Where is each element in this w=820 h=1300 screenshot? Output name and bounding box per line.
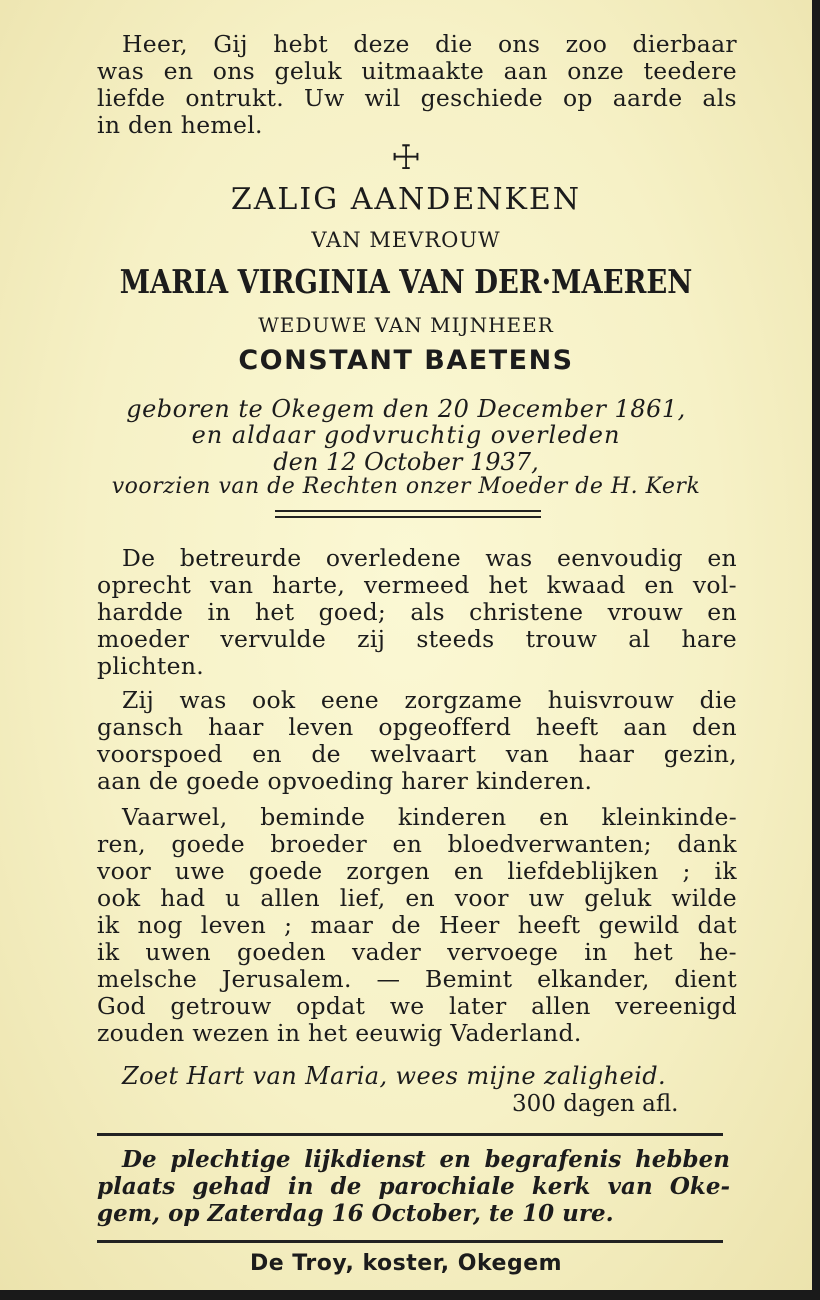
word: hebben — [635, 1146, 730, 1173]
word: eenvoudig — [557, 544, 683, 572]
word: die — [699, 686, 737, 714]
word: aarde — [612, 84, 683, 112]
word: van — [210, 571, 254, 599]
word: was — [97, 57, 145, 85]
word: uwen — [145, 938, 211, 966]
word: opgeofferd — [378, 713, 512, 741]
word: uw — [528, 884, 565, 912]
word: van — [607, 1173, 653, 1200]
word: hare — [681, 625, 737, 653]
word: uwe — [174, 857, 225, 885]
text-line — [97, 911, 737, 939]
word: als — [410, 598, 445, 626]
indulgence: 300 dagen afl. — [512, 1091, 679, 1117]
word: gehad — [192, 1173, 271, 1200]
word: maar — [310, 911, 374, 939]
sacraments-line: voorzien van de Rechten onzer Moeder de H. Kerk — [111, 474, 701, 499]
word: welvaart — [370, 740, 477, 768]
word: goed; — [318, 598, 387, 626]
word: den — [691, 713, 737, 741]
death-date-line: den 12 October 1937, — [273, 448, 539, 476]
word: uitmaakte — [361, 57, 485, 85]
word: broeder — [270, 830, 368, 858]
word: melsche — [97, 965, 198, 993]
word: geluk — [274, 57, 342, 85]
text-line — [97, 830, 737, 858]
word: leven — [200, 911, 267, 939]
van-mevrouw: VAN MEVROUW — [311, 228, 501, 252]
memorial-title: ZALIG AANDENKEN — [230, 182, 582, 217]
word: heeft — [535, 713, 599, 741]
husband-name: CONSTANT BAETENS — [238, 345, 574, 376]
word: huisvrouw — [547, 686, 675, 714]
word: in — [584, 938, 608, 966]
word: vervoege — [447, 938, 559, 966]
word: plaats — [97, 1173, 176, 1200]
word: hebt — [273, 30, 328, 58]
weduwe-van: WEDUWE VAN MIJNHEER — [258, 313, 554, 337]
word: hardde — [97, 598, 184, 626]
word: had — [160, 884, 206, 912]
word: Oke- — [669, 1173, 730, 1200]
word: en — [405, 884, 435, 912]
word: de — [330, 1173, 362, 1200]
word: parochiale — [378, 1173, 515, 1200]
word: kleinkinde- — [601, 803, 737, 831]
text-line — [97, 571, 737, 599]
text-line: zouden wezen in het eeuwig Vaderland. — [97, 1019, 582, 1047]
word: en — [707, 544, 737, 572]
word: — — [376, 965, 401, 993]
text-line — [97, 857, 737, 885]
word: die — [435, 30, 473, 58]
word: dank — [677, 830, 737, 858]
word: ik — [97, 938, 120, 966]
word: al — [628, 625, 651, 653]
word: allen — [260, 884, 320, 912]
word: op — [562, 84, 593, 112]
word: harte, — [272, 571, 346, 599]
word: elkander, — [537, 965, 650, 993]
word: in — [287, 1173, 314, 1200]
prayer-line — [97, 57, 737, 85]
word: de — [391, 911, 421, 939]
word: ; — [284, 911, 293, 939]
word: De — [122, 544, 156, 572]
text-line — [122, 803, 737, 831]
word: steeds — [416, 625, 495, 653]
word: goede — [248, 857, 323, 885]
text-line: plichten. — [97, 652, 205, 680]
word: voor — [97, 857, 152, 885]
word: vereenigd — [615, 992, 737, 1020]
word: lief, — [339, 884, 386, 912]
word: vol- — [692, 571, 737, 599]
word: en — [539, 803, 569, 831]
word: overledene — [325, 544, 461, 572]
word: heeft — [517, 911, 581, 939]
word: het — [633, 938, 673, 966]
text-line — [97, 625, 737, 653]
text-line: aan de goede opvoeding harer kinderen. — [97, 767, 593, 795]
word: goede — [171, 830, 245, 858]
word: het — [254, 598, 295, 626]
word: vermeed — [363, 571, 470, 599]
divider-rule — [275, 516, 541, 518]
word: ons — [497, 30, 541, 58]
word: voorspoed — [97, 740, 223, 768]
word: en — [707, 598, 737, 626]
word: gezin, — [663, 740, 737, 768]
word: De — [122, 1146, 157, 1173]
word: ; — [682, 857, 691, 885]
word: en — [453, 857, 484, 885]
invocation: Zoet Hart van Maria, wees mijne zaligheid. — [122, 1062, 666, 1090]
word: aan — [623, 713, 668, 741]
word: vrouw — [607, 598, 684, 626]
cross-icon: ☩ — [390, 138, 422, 178]
word: teedere — [643, 57, 737, 85]
word: en — [439, 1146, 471, 1173]
word: en — [392, 830, 423, 858]
text-line — [97, 884, 737, 912]
deceased-name: MARIA VIRGINIA VAN DER·MAEREN — [119, 262, 693, 301]
word: kinderen — [397, 803, 507, 831]
word: dierbaar — [632, 30, 737, 58]
word: wil — [364, 84, 401, 112]
word: eene — [320, 686, 379, 714]
divider-rule — [97, 1133, 723, 1136]
word: goeden — [236, 938, 326, 966]
word: gewild — [598, 911, 680, 939]
text-line — [97, 598, 737, 626]
text-line — [97, 1173, 730, 1200]
word: christene — [469, 598, 584, 626]
word: Uw — [304, 84, 345, 112]
word: zorgzame — [404, 686, 523, 714]
word: dat — [697, 911, 737, 939]
text-line — [122, 544, 737, 572]
word: lijkdienst — [304, 1146, 426, 1173]
word: en — [252, 740, 282, 768]
word: gansch — [97, 713, 184, 741]
word: als — [702, 84, 737, 112]
word: Jerusalem. — [221, 965, 352, 993]
word: zij — [357, 625, 386, 653]
word: plechtige — [170, 1146, 291, 1173]
word: u — [225, 884, 241, 912]
word: ons — [212, 57, 256, 85]
word: was — [179, 686, 227, 714]
text-line — [122, 1146, 730, 1173]
word: het — [488, 571, 528, 599]
printer-credit: De Troy, koster, Okegem — [249, 1251, 563, 1276]
word: vervulde — [220, 625, 327, 653]
word: ik — [714, 857, 737, 885]
divider-rule — [97, 1240, 723, 1243]
word: Bemint — [425, 965, 513, 993]
word: trouw — [525, 625, 598, 653]
word: we — [389, 992, 425, 1020]
word: in — [207, 598, 231, 626]
word: allen — [531, 992, 591, 1020]
word: ontrukt. — [185, 84, 285, 112]
divider-rule — [275, 510, 541, 512]
word: later — [448, 992, 507, 1020]
text-line — [122, 686, 737, 714]
word: ook — [97, 884, 141, 912]
birth-line: geboren te Okegem den 20 December 1861, — [126, 395, 686, 423]
word: aan — [503, 57, 548, 85]
word: God — [97, 992, 146, 1020]
prayer-line — [97, 84, 737, 112]
word: Heer — [438, 911, 500, 939]
word: en — [644, 571, 675, 599]
word: geluk — [584, 884, 652, 912]
word: kwaad — [546, 571, 626, 599]
word: geschiede — [420, 84, 543, 112]
word: kerk — [531, 1173, 591, 1200]
death-line: en aldaar godvruchtig overleden — [191, 421, 621, 449]
word: ren, — [97, 830, 146, 858]
word: haar — [208, 713, 264, 741]
word: oprecht — [97, 571, 192, 599]
word: deze — [353, 30, 410, 58]
word: liefdeblijken — [507, 857, 659, 885]
word: de — [311, 740, 341, 768]
word: vader — [352, 938, 422, 966]
word: Gij — [213, 30, 248, 58]
word: beminde — [260, 803, 366, 831]
word: Zij — [122, 686, 155, 714]
word: bloedverwanten; — [447, 830, 652, 858]
word: voor — [454, 884, 509, 912]
word: opdat — [296, 992, 366, 1020]
word: nog — [137, 911, 183, 939]
text-line — [97, 740, 737, 768]
word: onze — [567, 57, 624, 85]
word: zorgen — [346, 857, 430, 885]
word: wilde — [671, 884, 737, 912]
text-line — [97, 713, 737, 741]
text-line — [97, 992, 737, 1020]
word: liefde — [97, 84, 166, 112]
word: was — [485, 544, 533, 572]
word: en — [163, 57, 194, 85]
word: van — [505, 740, 550, 768]
word: ik — [97, 911, 120, 939]
prayer-line — [122, 30, 737, 58]
word: moeder — [97, 625, 190, 653]
word: Heer, — [122, 30, 188, 58]
word: haar — [578, 740, 635, 768]
word: dient — [674, 965, 737, 993]
word: ook — [252, 686, 296, 714]
word: getrouw — [170, 992, 272, 1020]
word: Vaarwel, — [122, 803, 228, 831]
word: leven — [288, 713, 354, 741]
text-line — [97, 965, 737, 993]
word: he- — [699, 938, 737, 966]
text-line — [97, 938, 737, 966]
text-line: gem, op Zaterdag 16 October, te 10 ure. — [97, 1200, 614, 1227]
prayer-line: in den hemel. — [97, 111, 263, 139]
word: begrafenis — [484, 1146, 622, 1173]
word: zoo — [565, 30, 608, 58]
word: betreurde — [179, 544, 302, 572]
